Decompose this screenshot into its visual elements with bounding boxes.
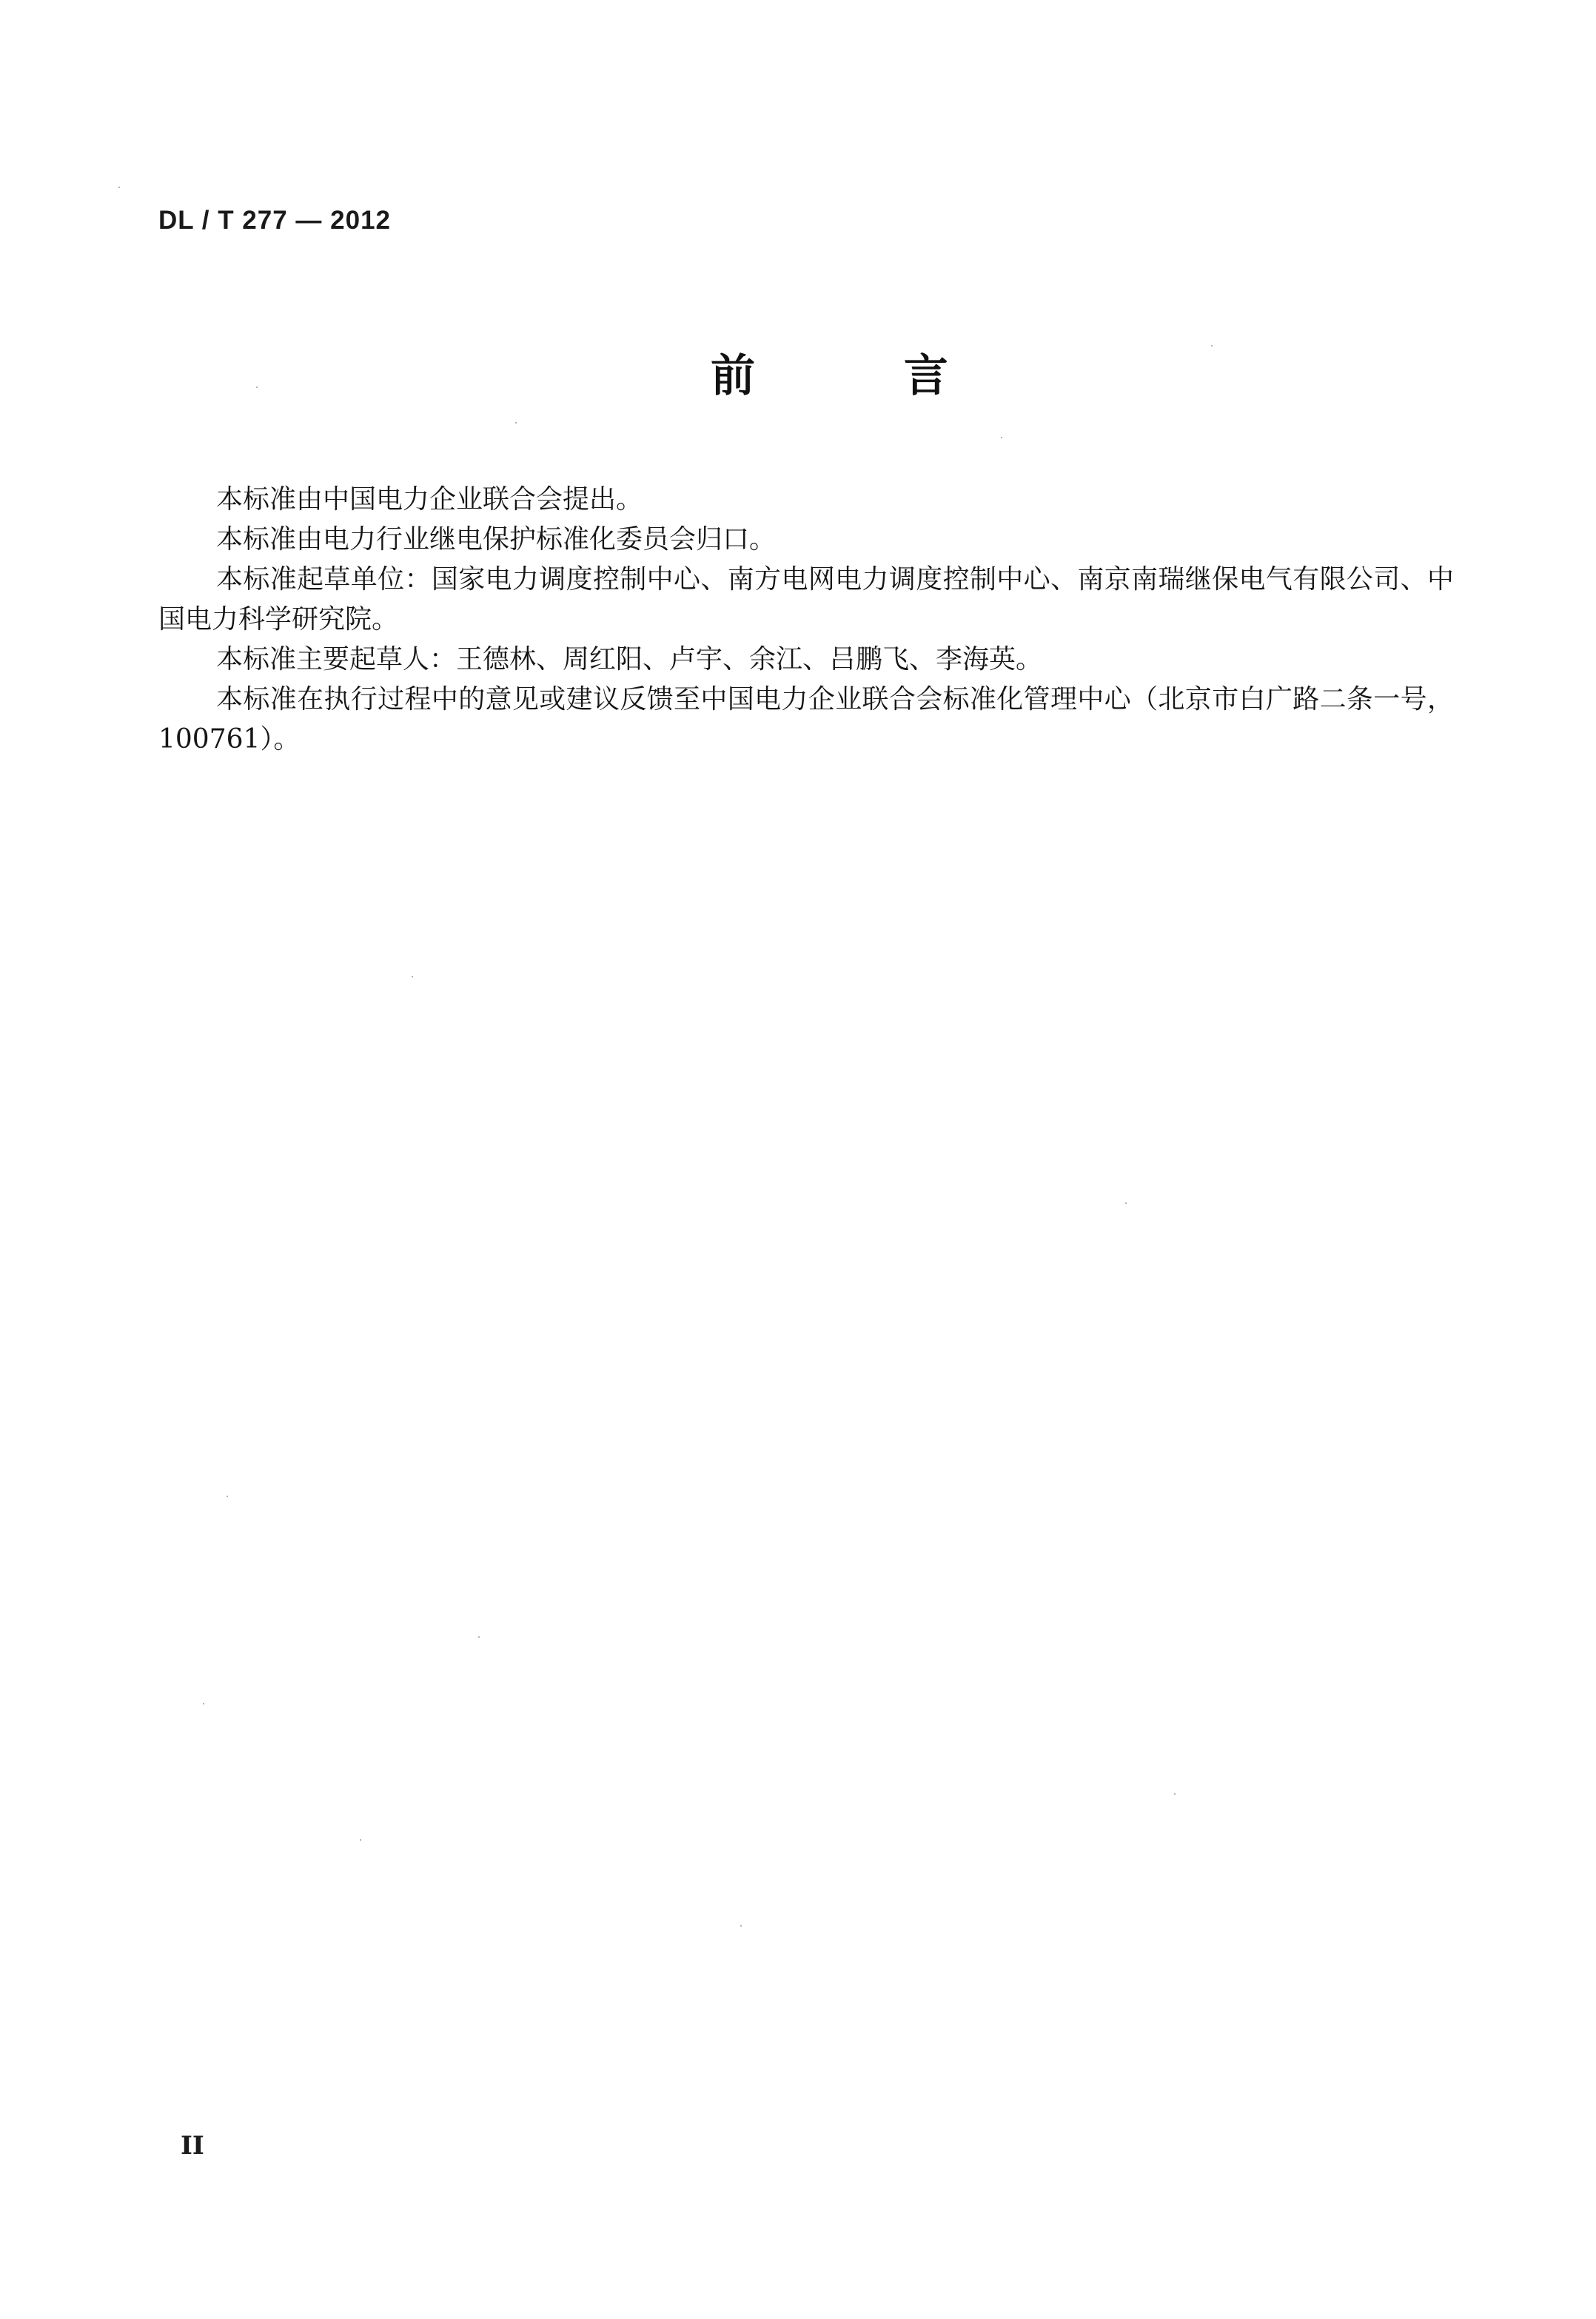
standard-code-header: DL / T 277 — 2012	[158, 206, 392, 235]
paragraph-committee: 本标准由电力行业继电保护标准化委员会归口。	[216, 524, 777, 555]
scan-speck	[256, 386, 258, 388]
scan-speck	[118, 187, 120, 188]
scan-speck	[360, 1839, 361, 1841]
paragraph-proposer: 本标准由中国电力企业联合会提出。	[216, 484, 643, 515]
scan-speck	[1001, 437, 1002, 438]
paragraph-drafting-units: 本标准起草单位：国家电力调度控制中心、南方电网电力调度控制中心、南京南瑞继保电气有限公司、中国电力科学研究院。	[158, 564, 1454, 635]
scan-speck	[515, 422, 517, 424]
scan-speck	[1125, 1202, 1127, 1204]
scan-speck	[412, 976, 413, 977]
page-number: II	[181, 2131, 204, 2161]
scan-speck	[478, 1636, 480, 1638]
scan-speck	[203, 1703, 204, 1704]
paragraph-feedback: 本标准在执行过程中的意见或建议反馈至中国电力企业联合会标准化管理中心（北京市白广路二条一号，100761）。	[158, 684, 1454, 754]
scan-speck	[1211, 345, 1213, 347]
document-body	[158, 480, 1454, 760]
scan-speck	[740, 1925, 742, 1927]
scan-speck	[227, 1496, 228, 1497]
page-title: 前 言	[711, 350, 1015, 402]
paragraph-drafters: 本标准主要起草人：王德林、周红阳、卢宇、余江、吕鹏飞、李海英。	[216, 644, 1043, 675]
scan-speck	[1174, 1793, 1176, 1795]
